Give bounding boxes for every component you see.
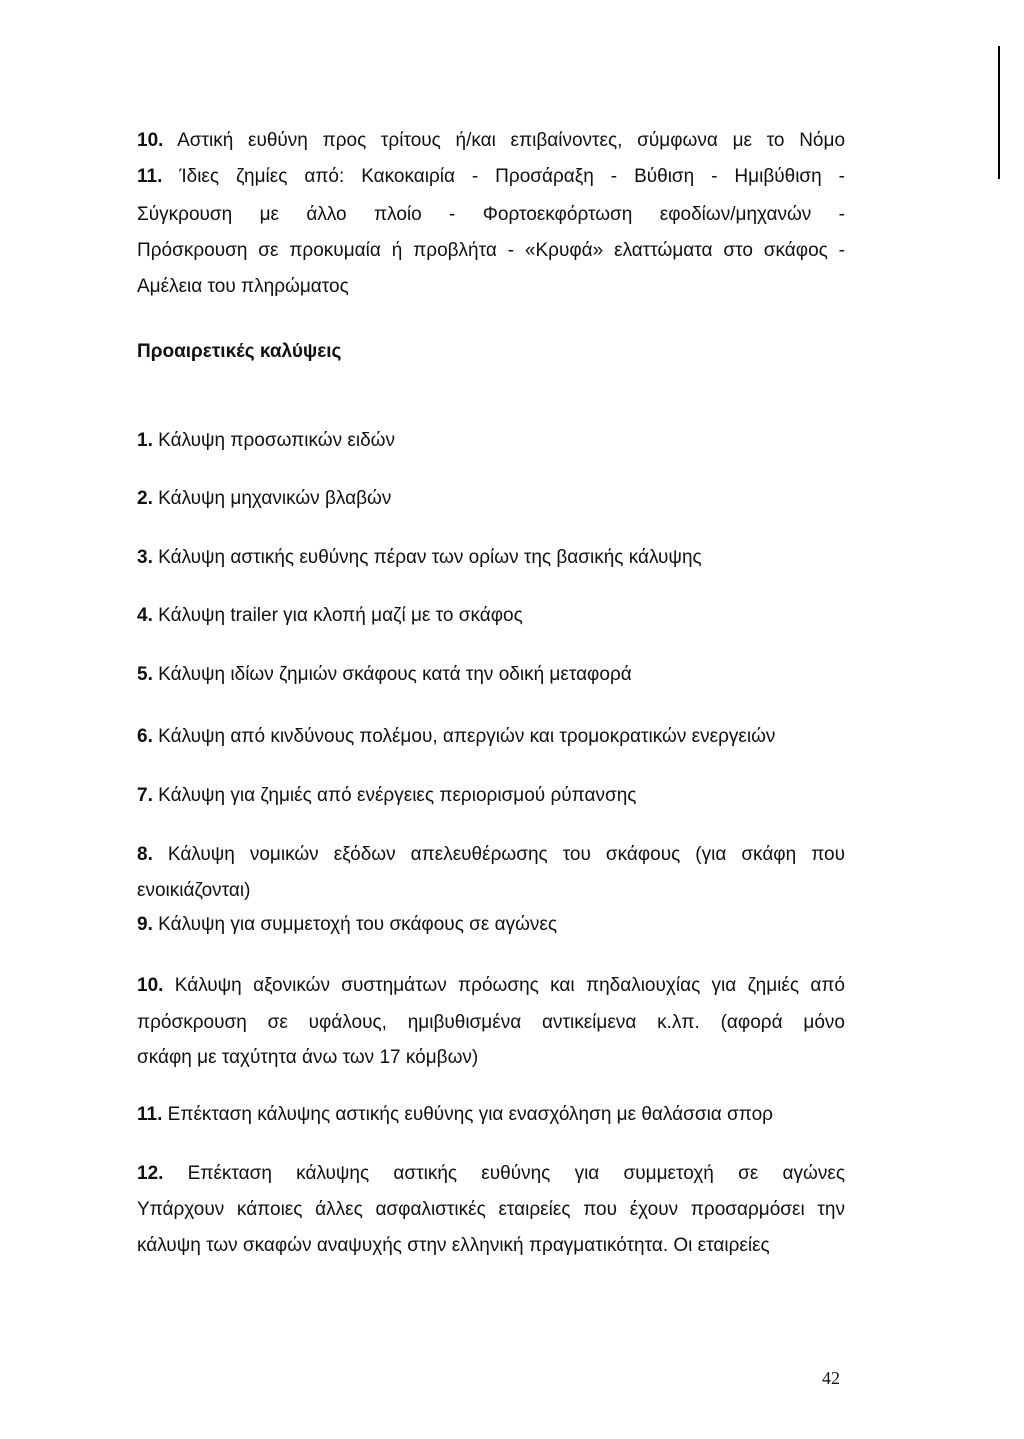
- optional-item-10: [137, 974, 845, 998]
- optional-item-10-continuation: πρόσκρουση σε υφάλους, ημιβυθισμένα αντικείμενα κ.λπ. (αφορά μόνο: [137, 1012, 845, 1033]
- item-12-number: 12.: [137, 1163, 164, 1184]
- item-2-number: 2.: [137, 488, 153, 509]
- optional-item-6: [137, 725, 775, 749]
- item-10-number: 10.: [137, 975, 164, 996]
- item-1-number: 1.: [137, 430, 153, 451]
- optional-item-12: [137, 1162, 845, 1186]
- optional-item-4: [137, 604, 523, 628]
- optional-item-1: [137, 429, 395, 453]
- item-5-text: Κάλυψη ιδίων ζημιών σκάφους κατά την οδική μεταφορά: [158, 664, 632, 685]
- item-7-text: Κάλυψη για ζημιές από ενέργειες περιορισμού ρύπανσης: [158, 785, 637, 806]
- section-11-line-4: Αμέλεια του πληρώματος: [137, 276, 349, 297]
- section-11-line-3: Πρόσκρουση σε προκυμαία ή προβλήτα - «Κρυφά» ελαττώματα στο σκάφος -: [137, 240, 845, 261]
- item-12-text: Επέκταση κάλυψης αστικής ευθύνης για συμμετοχή σε αγώνες: [187, 1163, 845, 1184]
- item-5-number: 5.: [137, 664, 153, 685]
- item-2-text: Κάλυψη μηχανικών βλαβών: [158, 488, 392, 509]
- item-3-text: Κάλυψη αστικής ευθύνης πέραν των ορίων της βασικής κάλυψης: [158, 547, 702, 568]
- optional-coverages-heading: Προαιρετικές καλύψεις: [137, 341, 342, 362]
- item-11-number: 11.: [137, 1104, 163, 1125]
- optional-item-10-continuation-2: σκάφη με ταχύτητα άνω των 17 κόμβων): [137, 1047, 479, 1068]
- page-number: 42: [822, 1368, 840, 1388]
- item-11-text: Επέκταση κάλυψης αστικής ευθύνης για ενασχόληση με θαλάσσια σπορ: [167, 1104, 773, 1125]
- item-10-text: Κάλυψη αξονικών συστημάτων πρόωσης και πηδαλιουχίας για ζημιές από: [174, 975, 846, 996]
- optional-item-7: [137, 784, 636, 808]
- optional-item-3: [137, 546, 702, 570]
- section-11-text-1: Ίδιες ζημίες από: Κακοκαιρία - Προσάραξη - Βύθιση - Ημιβύθιση -: [179, 166, 845, 187]
- item-7-number: 7.: [137, 785, 153, 806]
- section-10-number: 10.: [137, 130, 164, 151]
- item-6-number: 6.: [137, 726, 153, 747]
- item-3-number: 3.: [137, 547, 153, 568]
- item-6-text: Κάλυψη από κινδύνους πολέμου, απεργιών και τρομοκρατικών ενεργειών: [158, 726, 776, 747]
- item-9-text: Κάλυψη για συμμετοχή του σκάφους σε αγώνες: [158, 914, 558, 935]
- item-8-number: 8.: [137, 844, 153, 865]
- optional-item-8-continuation: ενοικιάζονται): [137, 880, 251, 901]
- optional-item-5: [137, 663, 632, 687]
- section-11-line-2: Σύγκρουση με άλλο πλοίο - Φορτοεκφόρτωση εφοδίων/μηχανών -: [137, 204, 845, 225]
- optional-item-2: [137, 487, 391, 511]
- item-4-number: 4.: [137, 605, 153, 626]
- scan-edge-line: [998, 46, 1000, 179]
- optional-item-8: [137, 843, 845, 867]
- section-10-line: [137, 129, 845, 153]
- section-11-number: 11.: [137, 166, 163, 187]
- section-11-line-1: [137, 165, 845, 189]
- optional-item-11: [137, 1103, 773, 1127]
- item-1-text: Κάλυψη προσωπικών ειδών: [158, 430, 395, 451]
- item-4-text: Κάλυψη trailer για κλοπή μαζί με το σκάφος: [158, 605, 523, 626]
- optional-item-9: [137, 913, 557, 937]
- item-9-number: 9.: [137, 914, 153, 935]
- closing-line-1: Υπάρχουν κάποιες άλλες ασφαλιστικές εταιρείες που έχουν προσαρμόσει την: [137, 1199, 845, 1220]
- item-8-text: Κάλυψη νομικών εξόδων απελευθέρωσης του σκάφους (για σκάφη που: [167, 844, 845, 865]
- closing-line-2: κάλυψη των σκαφών αναψυχής στην ελληνική πραγματικότητα. Οι εταιρείες: [137, 1235, 770, 1256]
- section-10-text: Αστική ευθύνη προς τρίτους ή/και επιβαίνοντες, σύμφωνα με το Νόμο: [177, 130, 846, 151]
